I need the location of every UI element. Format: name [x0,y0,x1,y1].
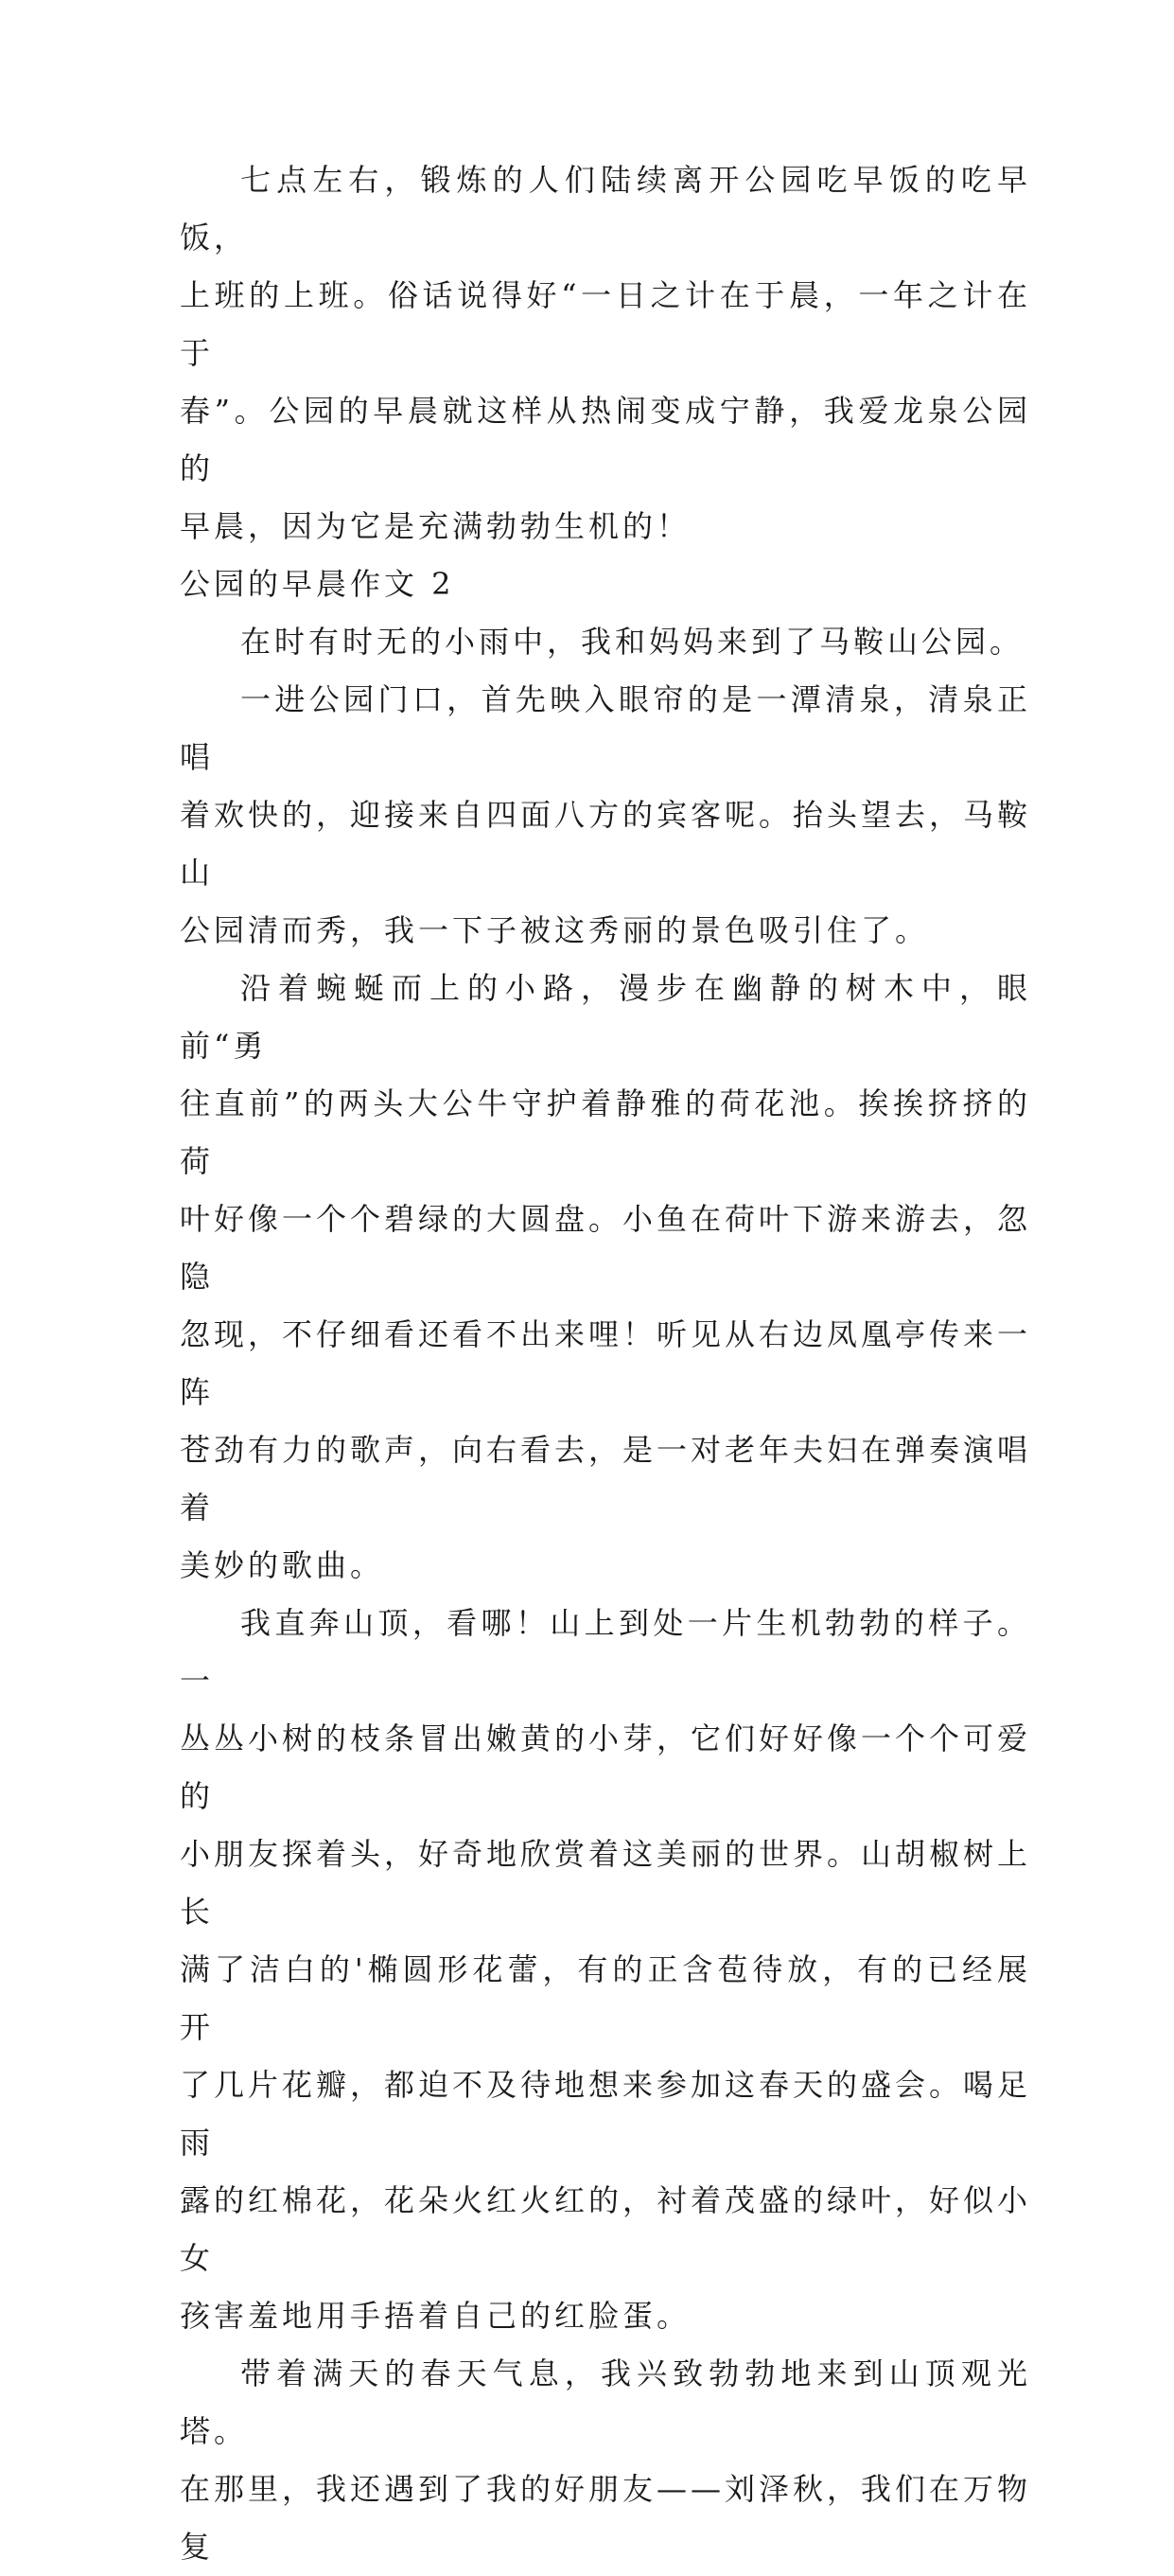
paragraph-hilltop: 我直奔山顶，看哪！山上到处一片生机勃勃的样子。一 丛丛小树的枝条冒出嫩黄的小芽，它们好好像一个个可爱的 小朋友探着头，好奇地欣赏着这美丽的世界。山胡椒树上长 满了洁白的'椭圆形花蕾，有的正含苞待放，有的已经展开 了几片花瓣，都迫不及待地想来参加这春天的盛会。喝足雨 露的红棉花，花朵火红火红的，衬着茂盛的绿叶，好似小女 孩害羞地用手捂着自己的红脸蛋。 [180,1605,1032,2334]
paragraph-arrival: 在时有时无的小雨中，我和妈妈来到了马鞍山公园。 [240,624,1025,660]
paragraph-path: 沿着蜿蜒而上的小路，漫步在幽静的树木中，眼前“勇 往直前”的两头大公牛守护着静雅的荷花池。挨挨挤挤的荷 叶好像一个个碧绿的大圆盘。小鱼在荷叶下游来游去，忽隐 忽现，不仔细看还看不出来哩！听见从右边凤凰亭传来一阵 苍劲有力的歌声，向右看去，是一对老年夫妇在弹奏演唱着 美妙的歌曲。 [180,970,1032,1583]
paragraph-entrance: 一进公园门口，首先映入眼帘的是一潭清泉，清泉正唱 着欢快的，迎接来自四面八方的宾客呢。抬头望去，马鞍山 公园清而秀，我一下子被这秀丽的景色吸引住了。 [180,681,1032,948]
paragraph-morning-end: 七点左右，锻炼的人们陆续离开公园吃早饭的吃早饭， 上班的上班。俗话说得好“一日之计在于晨，一年之计在于 春”。公园的早晨就这样从热闹变成宁静，我爱龙泉公园的 早晨，因为它是充满勃勃生机的！ [180,162,1031,544]
essay-heading: 公园的早晨作文 2 [180,566,455,602]
paragraph-tower: 带着满天的春天气息，我兴致勃勃地来到山顶观光塔。 在那里，我还遇到了我的好朋友——刘泽秋，我们在万物复 [180,2355,1032,2565]
document-body [180,151,1031,2576]
